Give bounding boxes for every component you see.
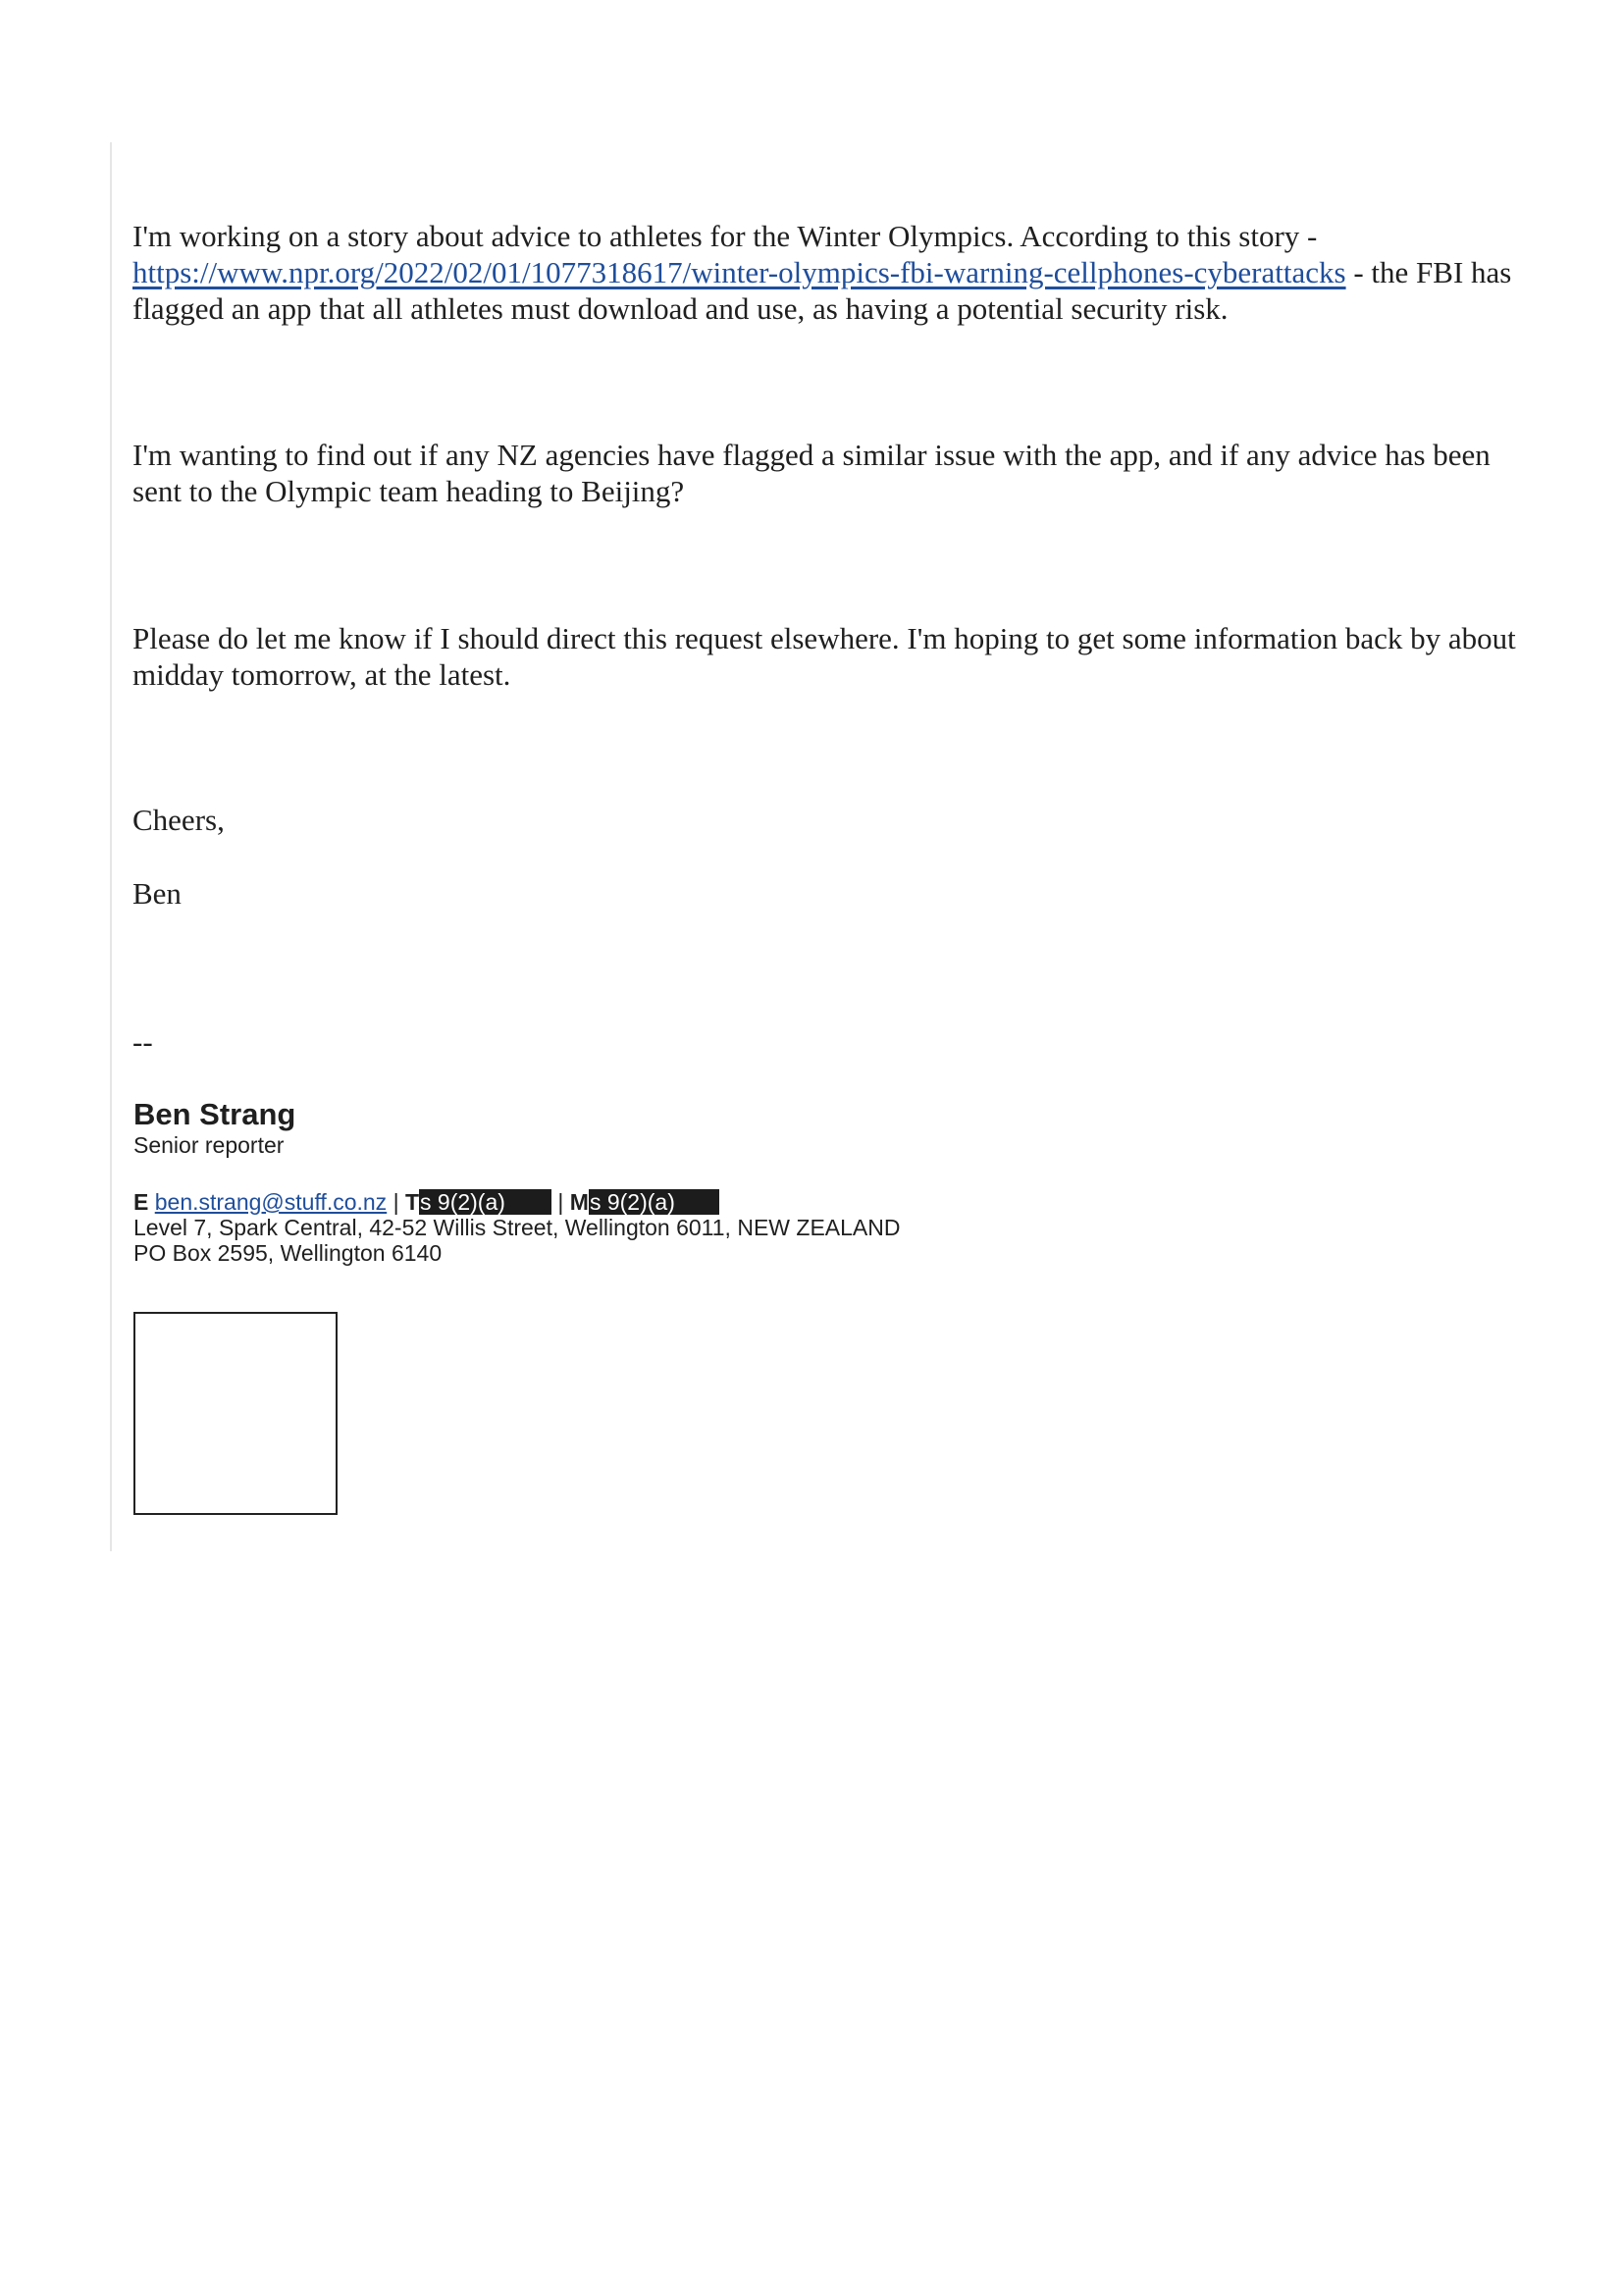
phone-label: T	[404, 1189, 420, 1215]
npr-story-link[interactable]: https://www.npr.org/2022/02/01/1077318617/winter-olympics-fbi-warning-cellphones-cyberattacks	[132, 255, 1346, 289]
signature-address-line-1: Level 7, Spark Central, 42-52 Willis Street, Wellington 6011, NEW ZEALAND	[133, 1215, 901, 1240]
sender-first-name: Ben	[132, 876, 182, 911]
paragraph-1-text-before: I'm working on a story about advice to athletes for the Winter Olympics. According to this story -	[132, 219, 1318, 253]
paragraph-1-text-after: - the FBI has flagged an app that all athletes must download and use, as having a potential security risk.	[132, 255, 1512, 326]
signature-email-link[interactable]: ben.strang@stuff.co.nz	[154, 1189, 388, 1215]
email-paragraph-3: Please do let me know if I should direct this request elsewhere. I'm hoping to get some information back by about midday tomorrow, at the latest.	[132, 621, 1516, 692]
signature-contact-line	[133, 1189, 900, 1215]
email-closing: Cheers,	[132, 803, 225, 837]
email-label: E	[133, 1189, 149, 1215]
signature-contact-block	[133, 1189, 900, 1266]
quoted-message-bar	[110, 142, 112, 1551]
signature-address-line-2: PO Box 2595, Wellington 6140	[133, 1240, 443, 1266]
mobile-label: M	[569, 1189, 589, 1215]
mobile-redaction: s 9(2)(a)	[589, 1189, 719, 1215]
email-paragraph-1	[132, 218, 1526, 327]
phone-redaction: s 9(2)(a)	[419, 1189, 551, 1215]
email-paragraph-2: I'm wanting to find out if any NZ agencies have flagged a similar issue with the app, and if any advice has been sent to the Olympic team heading to Beijing?	[132, 438, 1491, 508]
contact-separator: |	[393, 1189, 399, 1215]
contact-separator-2: |	[557, 1189, 564, 1215]
signature-title: Senior reporter	[133, 1132, 285, 1158]
signature-logo-placeholder	[133, 1312, 338, 1515]
signature-name: Ben Strang	[133, 1097, 296, 1131]
signature-separator: --	[132, 1024, 153, 1059]
